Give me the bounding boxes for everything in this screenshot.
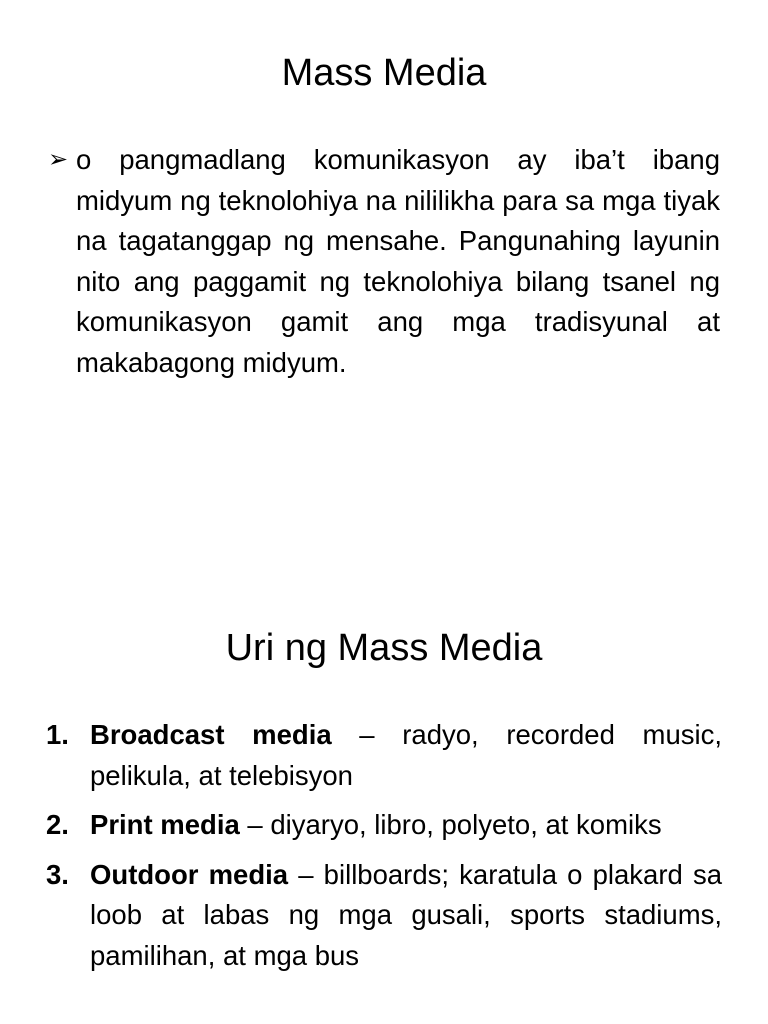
page-title: Mass Media xyxy=(281,52,487,94)
definition-text: o pangmadlang komunikasyon ay iba’t ibang midyum ng teknolohiya na nililikha para sa mga tiyak na tagatanggap ng mensahe. Pangunahing layunin nito ang paggamit ng teknolohiya bilang tsanel ng komunikasyon gamit ang mga tradisyunal at makabagong midyum. xyxy=(76,144,720,378)
definition-paragraph xyxy=(48,140,720,384)
list-item-term: Broadcast media xyxy=(90,719,332,750)
section-title: Uri ng Mass Media xyxy=(225,627,543,669)
list-item xyxy=(46,805,722,846)
list-item-number: 2. xyxy=(46,809,69,841)
list-item-description: – billboards; karatula o plakard sa loob at labas ng mga gusali, sports stadiums, pamilihan, at mga bus xyxy=(90,858,722,971)
list-item-description: – radyo, recorded music, pelikula, at telebisyon xyxy=(90,719,722,791)
list-item xyxy=(46,715,722,796)
list-item-term: Outdoor media xyxy=(90,858,289,890)
list-item-number: 1. xyxy=(46,719,69,750)
arrow-bullet-icon: ➢ xyxy=(48,146,69,173)
list-item-number: 3. xyxy=(46,858,69,890)
list-item-description: – diyaryo, libro, polyeto, at komiks xyxy=(239,809,662,841)
media-types-list xyxy=(46,715,722,986)
list-item xyxy=(46,855,722,977)
list-item-term: Print media xyxy=(90,809,240,841)
